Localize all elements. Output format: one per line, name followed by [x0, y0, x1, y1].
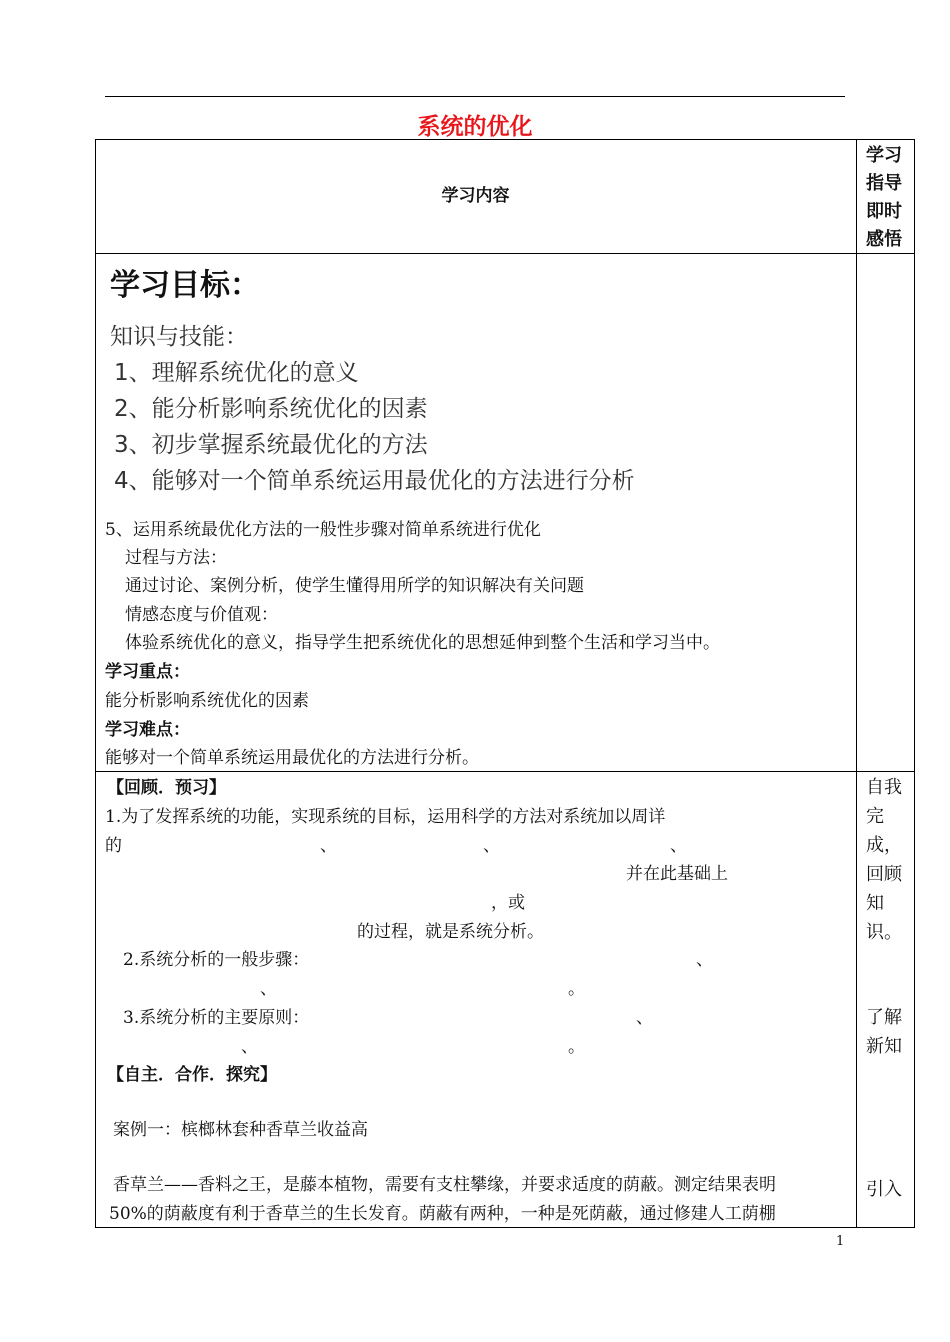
- review-q3: 3.系统分析的主要原则：: [123, 1008, 310, 1028]
- review-q2-comma-2: 、: [260, 979, 277, 999]
- table-border-right: [914, 139, 915, 1228]
- top-rule: [105, 96, 845, 97]
- review-q2: 2.系统分析的一般步骤：: [123, 950, 310, 970]
- objectives-image-item-4: 4、能够对一个简单系统运用最优化的方法进行分析: [114, 468, 635, 494]
- header-side-label-1: 学习: [866, 145, 902, 166]
- review-q2-comma-1: 、: [696, 950, 713, 970]
- review-q1-or: ，或: [491, 893, 525, 913]
- review-q1-comma-3: 、: [670, 836, 687, 856]
- review-q3-period: 。: [568, 1037, 585, 1057]
- page-title: 系统的优化: [417, 114, 533, 140]
- table-column-divider: [856, 139, 857, 1228]
- emotion-label: 情感态度与价值观：: [125, 605, 278, 625]
- side-note-self-5: 知: [866, 893, 884, 914]
- objectives-image: [102, 254, 729, 500]
- case-paragraph-line-1: 香草兰——香料之王，是藤本植物，需要有支柱攀缘，并要求适度的荫蔽。测定结果表明: [113, 1175, 776, 1195]
- header-side-label-3: 即时: [866, 201, 902, 222]
- emotion-text: 体验系统优化的意义，指导学生把系统优化的思想延伸到整个生活和学习当中。: [125, 633, 720, 653]
- objectives-image-heading: 学习目标：: [110, 268, 260, 303]
- page-number: 1: [836, 1234, 845, 1249]
- side-note-self-6: 识。: [866, 922, 902, 943]
- objectives-image-item-2: 2、能分析影响系统优化的因素: [114, 396, 428, 422]
- difficulty-label: 学习难点：: [105, 720, 190, 740]
- objectives-row-divider: [95, 771, 915, 772]
- table-border-left: [95, 139, 96, 1228]
- review-heading: 【回顾．预习】: [107, 778, 226, 798]
- key-point-text: 能分析影响系统优化的因素: [105, 691, 309, 711]
- review-q3-comma-1: 、: [636, 1008, 653, 1028]
- side-note-new-2: 新知: [866, 1036, 902, 1057]
- side-note-self-3: 成，: [866, 835, 902, 856]
- table-border-bottom: [95, 1227, 915, 1228]
- objectives-image-subheading: 知识与技能：: [110, 324, 248, 350]
- objectives-image-item-1: 1、理解系统优化的意义: [114, 360, 359, 386]
- process-text: 通过讨论、案例分析，使学生懂得用所学的知识解决有关问题: [125, 576, 584, 596]
- header-side-label-2: 指导: [866, 173, 902, 194]
- case-paragraph-line-2: 50%的荫蔽度有利于香草兰的生长发育。荫蔽有两种，一种是死荫蔽，通过修建人工荫棚: [109, 1204, 776, 1224]
- side-note-intro: 引入: [866, 1179, 902, 1200]
- side-note-self-2: 完: [866, 806, 884, 827]
- case-title: 案例一：槟榔林套种香草兰收益高: [113, 1120, 368, 1140]
- header-main-label: 学习内容: [441, 186, 510, 206]
- table-border-top: [95, 139, 915, 140]
- review-q1-line1: 1.为了发挥系统的功能，实现系统的目标，运用科学的方法对系统加以周详: [105, 807, 666, 827]
- review-q1-comma-1: 、: [320, 836, 337, 856]
- review-q2-period: 。: [568, 979, 585, 999]
- review-q1-basis: 并在此基础上: [626, 864, 728, 884]
- side-note-self-4: 回顾: [866, 864, 902, 885]
- review-q1-comma-2: 、: [483, 836, 500, 856]
- difficulty-text: 能够对一个简单系统运用最优化的方法进行分析。: [105, 748, 479, 768]
- review-q1-de: 的: [105, 836, 122, 856]
- process-label: 过程与方法：: [125, 548, 227, 568]
- review-q1-end: 的过程，就是系统分析。: [357, 922, 544, 942]
- review-q3-comma-2: 、: [241, 1037, 258, 1057]
- objectives-image-item-3: 3、初步掌握系统最优化的方法: [114, 432, 428, 458]
- explore-heading: 【自主．合作．探究】: [107, 1065, 277, 1085]
- key-point-label: 学习重点：: [105, 662, 190, 682]
- objective-item-5: 5、运用系统最优化方法的一般性步骤对简单系统进行优化: [105, 520, 541, 540]
- header-side-label-4: 感悟: [866, 229, 902, 250]
- side-note-self-1: 自我: [866, 777, 902, 798]
- side-note-new-1: 了解: [866, 1007, 902, 1028]
